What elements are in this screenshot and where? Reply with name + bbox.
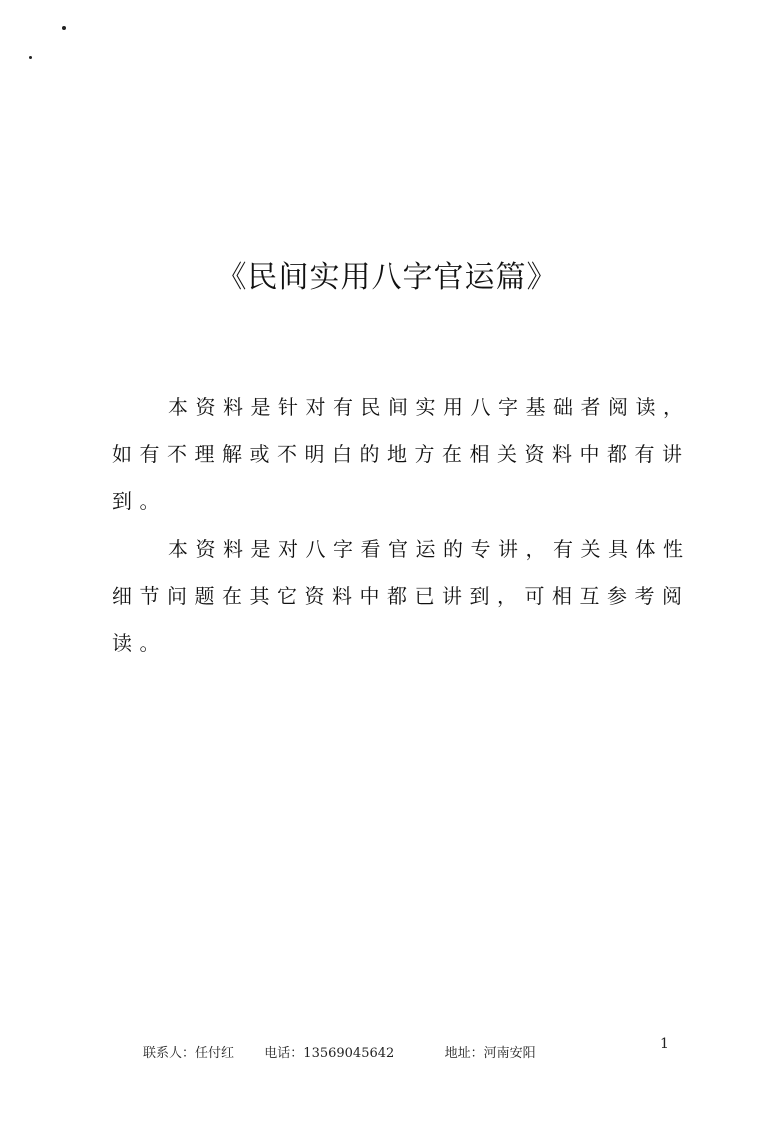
page-number: 1	[660, 1036, 669, 1052]
footer-contact-line	[143, 1042, 536, 1061]
footer-phone: 电话：13569045642	[264, 1046, 395, 1061]
scope-paragraph: 本资料是对八字看官运的专讲，有关具体性细节问题在其它资料中都已讲到，可相互参考阅读。	[112, 537, 691, 655]
scan-speck	[62, 26, 66, 30]
footer-contact: 联系人：任付红	[143, 1046, 235, 1061]
intro-paragraph: 本资料是针对有民间实用八字基础者阅读，如有不理解或不明白的地方在相关资料中都有讲到。	[112, 395, 691, 513]
footer-address: 地址：河南安阳	[444, 1046, 536, 1061]
scan-speck	[29, 56, 32, 59]
page-title: 《民间实用八字官运篇》	[216, 260, 558, 295]
